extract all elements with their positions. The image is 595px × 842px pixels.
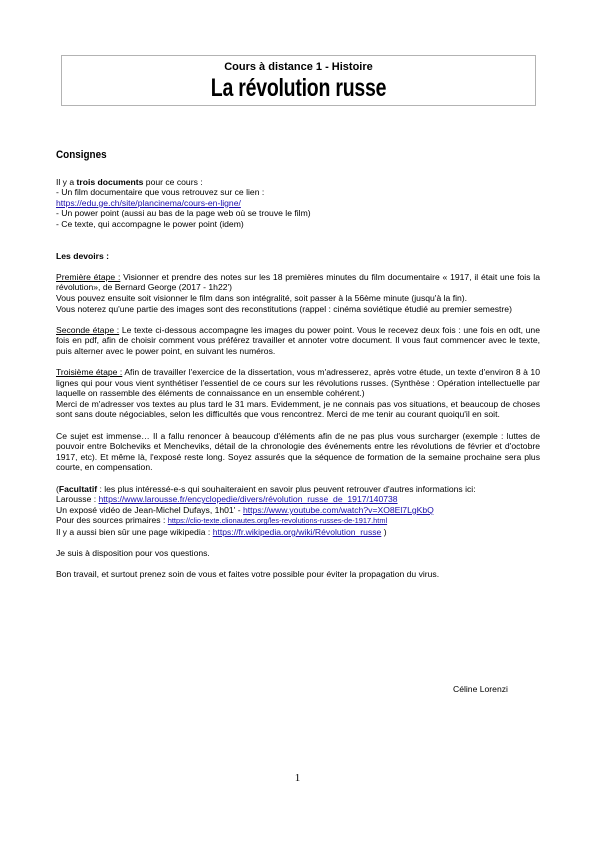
larousse-link[interactable]: https://www.larousse.fr/encyclopedie/divers/révolution_russe_de_1917/140738	[98, 494, 398, 505]
intro-pre: Il y a	[56, 176, 77, 187]
larousse-line	[56, 494, 540, 505]
devoirs-heading: Les devoirs :	[56, 250, 110, 261]
film-link[interactable]: https://edu.ge.ch/site/plancinema/cours-en-ligne/	[56, 197, 241, 208]
larousse-pre: Larousse :	[56, 494, 99, 505]
wikipedia-link[interactable]: https://fr.wikipedia.org/wiki/Révolution_russe	[212, 527, 382, 537]
etape2-paragraph	[56, 325, 540, 357]
sources-pre: Pour des sources primaires :	[56, 515, 168, 526]
wiki-line	[56, 527, 540, 538]
consignes-item-text: - Ce texte, qui accompagne le power point (idem)	[56, 218, 244, 229]
etape1-line3: Vous noterez qu'une partie des images sont des reconstitutions (rappel : cinéma soviétique étudié au premier semestre)	[56, 303, 512, 314]
consignes-item-powerpoint: - Un power point (aussi au bas de la page web où se trouve le film)	[56, 208, 311, 219]
facultatif-text: : les plus intéressé-e-s qui souhaiteraient en savoir plus peuvent retrouver d'autres informations ici:	[97, 483, 476, 494]
etape1-text: Visionner et prendre des notes sur les 18 premières minutes du film documentaire « 1917, il était une fois la révolution», de Bernard George (2017 - 1h22')	[56, 271, 540, 293]
video-pre: Un exposé vidéo de Jean-Michel Dufays, 1h01' -	[56, 504, 243, 515]
clio-link[interactable]: https://clio-texte.clionautes.org/les-revolutions-russes-de-1917.html	[167, 516, 388, 526]
consignes-item-film: - Un film documentaire que vous retrouvez sur ce lien :	[56, 187, 265, 198]
course-subtitle: Cours à distance 1 - Histoire	[224, 61, 373, 73]
wiki-post: )	[381, 527, 387, 537]
etape1-label: Première étape :	[56, 271, 121, 282]
video-line	[56, 505, 540, 516]
etape3-label: Troisième étape :	[56, 367, 123, 378]
facultatif-bold: Facultatif	[58, 483, 98, 494]
sources-line	[56, 515, 540, 527]
etape3-paragraph-2: Merci de m'adresser vos textes au plus tard le 31 mars. Evidemment, je ne connais pas vos situations, et beaucoup de choses sont sans doute négociables, selon les difficultés que vous rencontrez. Merci de me tenir au courant quoiqu'il en soit.	[56, 398, 540, 420]
facultatif-paragraph	[56, 484, 540, 495]
consignes-heading: Consignes	[56, 149, 107, 161]
intro-bold: trois documents	[76, 176, 144, 187]
etape1-line2: Vous pouvez ensuite soit visionner le film dans son intégralité, soit passer à la 56ème minute (jusqu'à la fin).	[56, 292, 468, 303]
intro-post: pour ce cours :	[143, 176, 203, 187]
page-number: 1	[294, 772, 301, 784]
dispo-line: Je suis à disposition pour vos questions.	[56, 548, 210, 559]
sujet-paragraph: Ce sujet est immense… Il a fallu renoncer à beaucoup d'éléments afin de ne pas plus vous surcharger (exemple : luttes de pouvoir entre Bolcheviks et Mencheviks, détail de la chronologie des événements entre les révolutions de février et d'octobre 1917, etc). Et même là, l'exposé reste long. Soyez assurés que la séquence de formation de la semaine prochaine sera plus courte, en compensation.	[56, 430, 540, 473]
etape1-paragraph	[56, 272, 540, 293]
etape3-paragraph	[56, 367, 540, 399]
etape2-text: Le texte ci-dessous accompagne les images du power point. Vous le recevez deux fois : une fois en odt, une fois en pdf, afin de choisir comment vous préférez travailler et annoter votre document. Il vous faut commencer avec le texte, puis alterner avec le power point, en suivant les numéros.	[56, 324, 540, 356]
facultatif-open: (	[56, 483, 59, 494]
intro-line	[56, 177, 540, 188]
etape2-label: Seconde étape :	[56, 324, 120, 335]
closing-line: Bon travail, et surtout prenez soin de vous et faites votre possible pour éviter la propagation du virus.	[56, 569, 440, 580]
youtube-link[interactable]: https://www.youtube.com/watch?v=XO8El7LgKbQ	[243, 504, 434, 515]
etape3-text: Afin de travailler l'exercice de la dissertation, vous m'adresserez, après votre étude, un texte d'environ 8 à 10 lignes qui pour vous vient synthétiser l'essentiel de ce cours sur les révolutions russes. (Synthèse : Opération intellectuelle par laquelle on rassemble des éléments de connaissance en un ensemble cohérent.)	[56, 367, 540, 399]
document-title: La révolution russe	[210, 74, 387, 102]
document-body	[56, 150, 540, 580]
header-box	[61, 55, 536, 106]
signature: Céline Lorenzi	[453, 684, 508, 694]
wiki-pre: Il y a aussi bien sûr une page wikipedia :	[56, 527, 213, 537]
